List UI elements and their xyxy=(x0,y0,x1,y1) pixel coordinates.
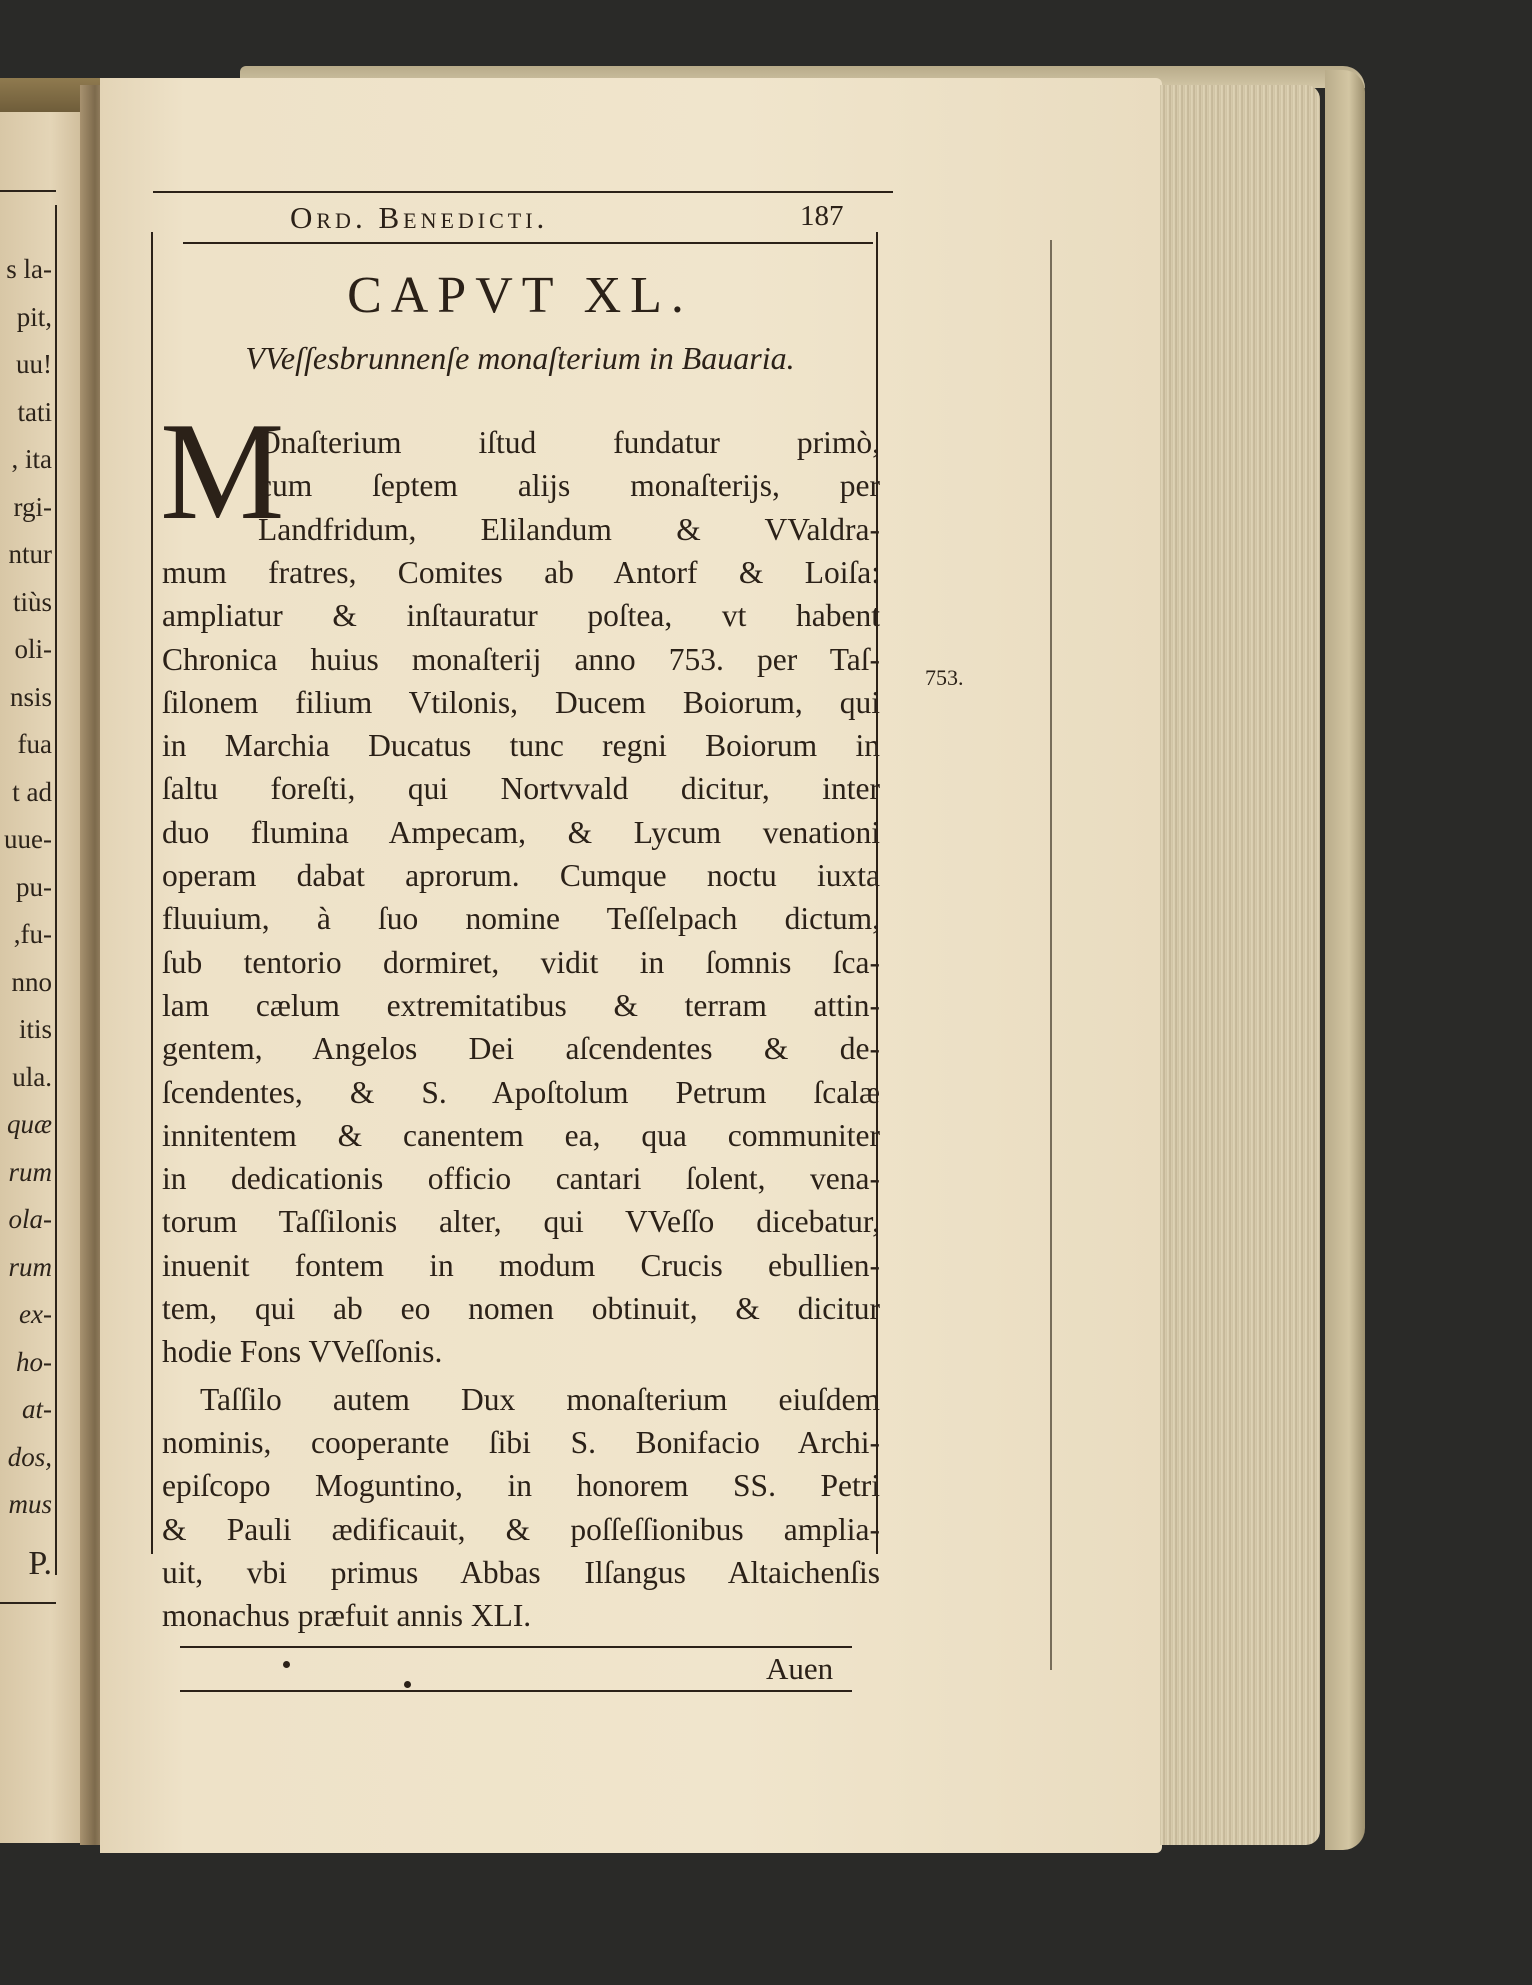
left-page-line: uu! xyxy=(16,349,52,379)
left-page-line: ula. xyxy=(12,1061,52,1092)
chapter-title: CAPVT XL. xyxy=(347,267,693,324)
left-page-line: t ad xyxy=(12,776,52,807)
page-edges xyxy=(1160,85,1320,1845)
text-line: operam dabat aprorum. Cumque noctu iuxta xyxy=(162,858,880,893)
page-number: 187 xyxy=(800,200,844,232)
top-rule xyxy=(153,191,893,193)
left-page-line: nno xyxy=(11,966,52,997)
left-page-line: at- xyxy=(22,1394,52,1424)
text-line: Onaſterium iſtud fundatur primò, xyxy=(258,425,880,460)
left-page-line: oli- xyxy=(14,634,52,664)
left-page-line: pit, xyxy=(16,301,52,332)
left-page-line: s la- xyxy=(6,254,52,284)
left-page-line: pu- xyxy=(16,871,52,902)
text-line: in dedicationis officio cantari ſolent, vena- xyxy=(162,1161,880,1197)
text-line: Taſſilo autem Dux monaſterium eiuſdem xyxy=(200,1381,880,1417)
left-page-line: ola- xyxy=(8,1204,52,1234)
text-line: ampliatur & inſtauratur poſtea, vt habent xyxy=(162,598,880,634)
book-cover-edge xyxy=(1325,70,1365,1850)
text-line: in Marchia Ducatus tunc regni Boiorum in xyxy=(162,728,880,764)
text-line: cum ſeptem alijs monaſterijs, per xyxy=(258,468,880,504)
text-line: uit, vbi primus Abbas Ilſangus Altaichenſis xyxy=(162,1554,880,1590)
text-line: ſilonem filium Vtilonis, Ducem Boiorum, qui xyxy=(162,684,880,720)
text-line: lam cælum extremitatibus & terram attin- xyxy=(162,987,880,1023)
left-page-line: rum xyxy=(8,1251,52,1282)
text-line: gentem, Angelos Dei aſcendentes & de- xyxy=(162,1031,880,1067)
left-page-line: rgi- xyxy=(13,491,52,522)
catchword: Auen xyxy=(766,1651,834,1686)
ornament-dot xyxy=(283,1661,290,1668)
left-page-frame xyxy=(55,205,57,1575)
left-page-bottom-rule xyxy=(0,1602,56,1604)
text-line: Landfridum, Elilandum & VValdra- xyxy=(258,511,880,547)
left-page-line: dos, xyxy=(7,1441,52,1472)
text-line: & Pauli ædificauit, & poſſeſſionibus amplia- xyxy=(162,1511,880,1547)
left-page-catchword: P. xyxy=(28,1545,52,1582)
text-line: monachus præfuit annis XLI. xyxy=(162,1598,532,1634)
left-page-line: tiùs xyxy=(12,586,52,617)
margin-note: 753. xyxy=(925,665,964,690)
text-line: tem, qui ab eo nomen obtinuit, & dicitur xyxy=(162,1291,880,1326)
text-line: Chronica huius monaſterij anno 753. per Taſ- xyxy=(162,641,880,677)
text-line: mum fratres, Comites ab Antorf & Loiſa: xyxy=(162,554,880,590)
margin-frame-line xyxy=(1050,240,1052,1670)
text-line: torum Taſſilonis alter, qui VVeſſo dicebatur, xyxy=(162,1204,880,1240)
drop-cap: M xyxy=(160,394,285,549)
text-line: epiſcopo Moguntino, in honorem SS. Petri xyxy=(162,1468,880,1504)
left-page-line: , ita xyxy=(11,444,52,474)
chapter-subtitle: VVeſſesbrunnenſe monaſterium in Bauaria. xyxy=(245,340,795,376)
text-line: ſub tentorio dormiret, vidit in ſomnis ſca- xyxy=(162,944,880,980)
left-page-line: ex- xyxy=(19,1299,52,1329)
text-line: hodie Fons VVeſſonis. xyxy=(162,1334,443,1370)
left-page-line: rum xyxy=(8,1156,52,1187)
ornament-dot xyxy=(404,1681,411,1688)
text-line: ſaltu foreſti, qui Nortvvald dicitur, inter xyxy=(162,771,880,807)
left-page-line: uue- xyxy=(4,824,52,854)
text-line: duo flumina Ampecam, & Lycum venationi xyxy=(162,814,880,850)
left-page-line: nsis xyxy=(9,681,52,712)
left-page-rule xyxy=(0,190,56,192)
left-page-line: fua xyxy=(17,729,52,759)
left-page-line: ntur xyxy=(8,539,52,569)
bottom-rule xyxy=(180,1646,852,1648)
text-line: nominis, cooperante ſibi S. Bonifacio Archi- xyxy=(162,1424,880,1460)
running-head: Ord. Benedicti. xyxy=(290,200,549,235)
left-page-line: quæ xyxy=(6,1109,52,1139)
left-page-line: mus xyxy=(8,1489,52,1519)
left-page-line: itis xyxy=(18,1014,52,1044)
left-page-line: tati xyxy=(17,396,52,427)
text-line: fluuium, à ſuo nomine Teſſelpach dictum, xyxy=(162,901,880,937)
left-page-line: ho- xyxy=(16,1346,52,1377)
text-line: inuenit fontem in modum Crucis ebullien- xyxy=(162,1247,880,1283)
text-line: ſcendentes, & S. Apoſtolum Petrum ſcalæ xyxy=(162,1074,880,1110)
left-page-line: ,fu- xyxy=(13,919,52,949)
bottom-rule-lower xyxy=(180,1690,852,1692)
text-line: innitentem & canentem ea, qua communiter xyxy=(162,1117,880,1153)
